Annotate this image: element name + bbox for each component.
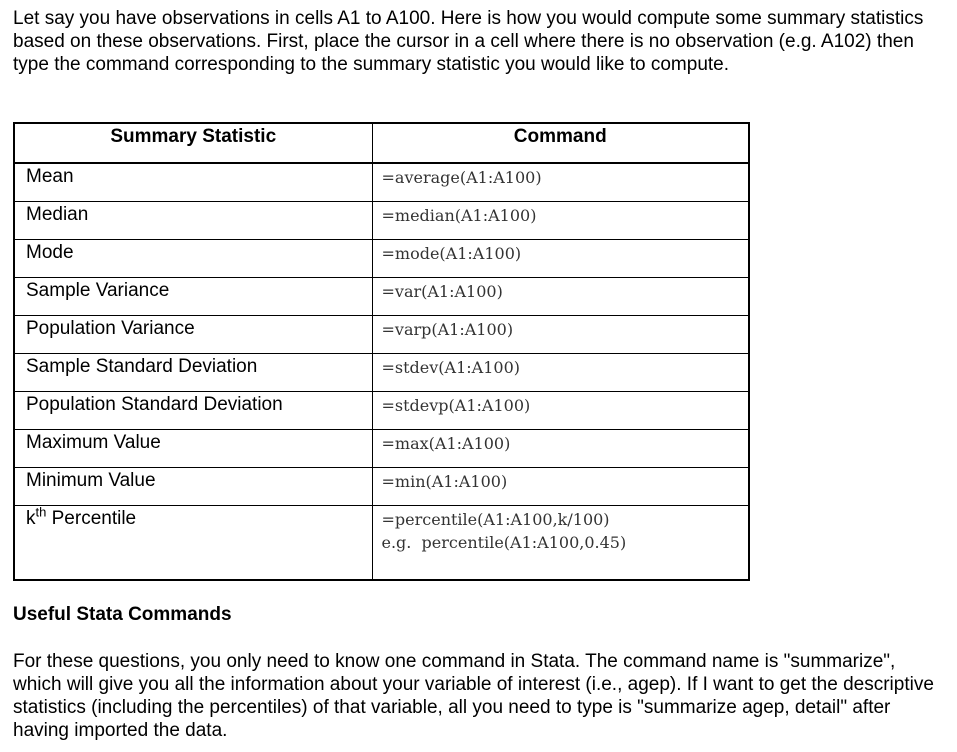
table-row <box>14 316 749 354</box>
command-text: =stdev(A1:A100) <box>381 358 520 377</box>
table-row <box>14 202 749 240</box>
table-row <box>14 240 749 278</box>
statistic-name: Mode <box>26 242 74 263</box>
statistic-name-percentile <box>15 506 372 531</box>
command-text: =mode(A1:A100) <box>381 244 522 263</box>
statistic-name: Population Variance <box>26 318 195 339</box>
table-row <box>14 392 749 430</box>
command-text: =percentile(A1:A100,k/100) <box>381 510 610 529</box>
percentile-command-cell <box>373 506 749 554</box>
statistic-name: Sample Variance <box>26 280 170 301</box>
command-text: =var(A1:A100) <box>381 282 503 301</box>
statistic-name: Population Standard Deviation <box>26 394 283 415</box>
table-row <box>14 354 749 392</box>
percentile-superscript: th <box>35 504 47 520</box>
command-text: =max(A1:A100) <box>381 434 511 453</box>
table-header-row <box>14 123 749 163</box>
command-text: =median(A1:A100) <box>381 206 537 225</box>
table-row-percentile <box>14 506 749 581</box>
command-text: =stdevp(A1:A100) <box>381 396 531 415</box>
stata-paragraph: For these questions, you only need to know one command in Stata. The command name is "summarize", which will give you all the information about your variable of interest (i.e., agep). If I want to get the descriptive statistics (including the percentiles) of that variable, all you need to type is "summarize agep, detail" after having imported the data. <box>13 651 934 741</box>
command-text: =average(A1:A100) <box>381 168 542 187</box>
command-text: =min(A1:A100) <box>381 472 508 491</box>
percentile-k: k <box>26 508 36 529</box>
command-example: e.g. percentile(A1:A100,0.45) <box>381 533 627 552</box>
summary-statistics-table <box>13 122 750 581</box>
header-command: Command <box>372 123 749 163</box>
table-row <box>14 430 749 468</box>
statistic-name: Sample Standard Deviation <box>26 356 258 377</box>
intro-paragraph: Let say you have observations in cells A1 to A100. Here is how you would compute some summary statistics based on these observations. First, place the cursor in a cell where there is no observation (e.g. A102) then type the command corresponding to the summary statistic you would like to compute. <box>13 8 924 75</box>
statistic-name: Maximum Value <box>26 432 161 453</box>
table-row <box>14 278 749 316</box>
statistic-name: Minimum Value <box>26 470 156 491</box>
table-row <box>14 468 749 506</box>
statistic-name: Median <box>26 204 89 225</box>
table-row <box>14 163 749 202</box>
statistic-name: Mean <box>26 166 74 187</box>
percentile-label: Percentile <box>46 508 137 529</box>
stata-heading: Useful Stata Commands <box>13 604 232 625</box>
header-summary-statistic: Summary Statistic <box>14 123 372 163</box>
command-text: =varp(A1:A100) <box>381 320 514 339</box>
